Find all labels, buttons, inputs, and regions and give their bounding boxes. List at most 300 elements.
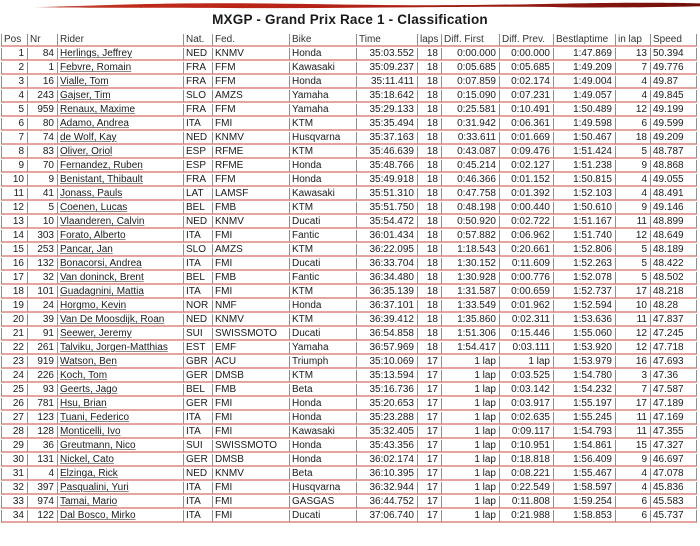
- cell-diff_first: 1:31.587: [442, 286, 500, 299]
- rider-link[interactable]: Vlaanderen, Calvin: [60, 216, 145, 227]
- cell-speed: 49.199: [651, 104, 697, 117]
- cell-bike: Honda: [290, 48, 357, 61]
- cell-nat: ITA: [184, 118, 213, 131]
- cell-in_lap: 9: [616, 202, 651, 215]
- cell-fed: SWISSMOTO: [213, 440, 290, 453]
- cell-bike: Honda: [290, 440, 357, 453]
- cell-rider: [58, 160, 184, 173]
- cell-nr: 132: [28, 258, 58, 271]
- cell-laps: 18: [418, 146, 442, 159]
- cell-diff_first: 1 lap: [442, 384, 500, 397]
- cell-laps: 18: [418, 76, 442, 89]
- cell-diff_prev: 0:22.549: [500, 482, 554, 495]
- cell-speed: 48.787: [651, 146, 697, 159]
- cell-fed: FMI: [213, 482, 290, 495]
- cell-pos: 11: [1, 188, 28, 201]
- cell-diff_first: 1 lap: [442, 454, 500, 467]
- cell-diff_first: 1:30.152: [442, 258, 500, 271]
- cell-speed: 48.422: [651, 258, 697, 271]
- cell-pos: 6: [1, 118, 28, 131]
- table-row: [1, 384, 697, 397]
- cell-nr: 84: [28, 48, 58, 61]
- rider-link[interactable]: Watson, Ben: [60, 356, 117, 367]
- cell-speed: 47.327: [651, 440, 697, 453]
- cell-rider: [58, 468, 184, 481]
- cell-time: 36:44.752: [357, 496, 418, 509]
- cell-laps: 18: [418, 230, 442, 243]
- cell-diff_first: 0:31.942: [442, 118, 500, 131]
- cell-speed: 45.836: [651, 482, 697, 495]
- cell-nr: 397: [28, 482, 58, 495]
- rider-link[interactable]: Van De Moosdijk, Roan: [60, 314, 165, 325]
- cell-diff_first: 1 lap: [442, 398, 500, 411]
- cell-in_lap: 9: [616, 454, 651, 467]
- cell-nat: NED: [184, 132, 213, 145]
- cell-pos: 22: [1, 342, 28, 355]
- cell-diff_first: 1 lap: [442, 482, 500, 495]
- cell-nat: EST: [184, 342, 213, 355]
- cell-diff_first: 1:18.543: [442, 244, 500, 257]
- cell-pos: 21: [1, 328, 28, 341]
- cell-laps: 18: [418, 272, 442, 285]
- cell-diff_prev: 0:02.127: [500, 160, 554, 173]
- cell-nr: 32: [28, 272, 58, 285]
- cell-diff_prev: 0:15.446: [500, 328, 554, 341]
- cell-in_lap: 7: [616, 62, 651, 75]
- cell-nat: BEL: [184, 202, 213, 215]
- cell-in_lap: 4: [616, 174, 651, 187]
- cell-laps: 18: [418, 244, 442, 257]
- cell-bestlaptime: 1:52.078: [554, 272, 616, 285]
- cell-diff_first: 0:47.758: [442, 188, 500, 201]
- cell-pos: 29: [1, 440, 28, 453]
- cell-rider: [58, 314, 184, 327]
- cell-speed: 47.837: [651, 314, 697, 327]
- rider-link[interactable]: Bonacorsi, Andrea: [60, 258, 142, 269]
- column-header-rider: Rider: [58, 34, 184, 47]
- cell-speed: 49.599: [651, 118, 697, 131]
- cell-in_lap: 12: [616, 230, 651, 243]
- table-row: [1, 174, 697, 187]
- rider-link[interactable]: Greutmann, Nico: [60, 440, 136, 451]
- rider-link[interactable]: Tuani, Federico: [60, 412, 130, 423]
- cell-fed: FMI: [213, 510, 290, 523]
- cell-in_lap: 11: [616, 314, 651, 327]
- table-row: [1, 356, 697, 369]
- cell-diff_prev: 0:01.962: [500, 300, 554, 313]
- cell-bike: Honda: [290, 174, 357, 187]
- table-row: [1, 188, 697, 201]
- cell-bestlaptime: 1:53.979: [554, 356, 616, 369]
- cell-speed: 48.649: [651, 230, 697, 243]
- cell-bike: Kawasaki: [290, 426, 357, 439]
- rider-link[interactable]: Pasqualini, Yuri: [60, 482, 129, 493]
- cell-nat: NED: [184, 216, 213, 229]
- cell-fed: FMI: [213, 286, 290, 299]
- cell-time: 36:34.480: [357, 272, 418, 285]
- column-header-fed: Fed.: [213, 34, 290, 47]
- cell-in_lap: 13: [616, 48, 651, 61]
- table-row: [1, 160, 697, 173]
- cell-fed: FMI: [213, 426, 290, 439]
- cell-nr: 261: [28, 342, 58, 355]
- cell-pos: 32: [1, 482, 28, 495]
- cell-nat: SUI: [184, 328, 213, 341]
- cell-time: 35:16.736: [357, 384, 418, 397]
- cell-nat: LAT: [184, 188, 213, 201]
- cell-nat: ITA: [184, 482, 213, 495]
- rider-link[interactable]: Herlings, Jeffrey: [60, 48, 133, 59]
- cell-nr: 919: [28, 356, 58, 369]
- cell-bestlaptime: 1:54.861: [554, 440, 616, 453]
- cell-time: 35:46.639: [357, 146, 418, 159]
- cell-diff_first: 0:50.920: [442, 216, 500, 229]
- rider-link[interactable]: Koch, Tom: [60, 370, 108, 381]
- cell-speed: 49.055: [651, 174, 697, 187]
- cell-speed: 47.718: [651, 342, 697, 355]
- cell-fed: RFME: [213, 146, 290, 159]
- cell-in_lap: 5: [616, 258, 651, 271]
- cell-diff_prev: 0:09.117: [500, 426, 554, 439]
- cell-pos: 23: [1, 356, 28, 369]
- cell-speed: 49.845: [651, 90, 697, 103]
- column-header-diff_prev: Diff. Prev.: [500, 34, 554, 47]
- cell-bestlaptime: 1:51.238: [554, 160, 616, 173]
- banner-stripe-graphic: [0, 0, 700, 11]
- cell-diff_first: 1:51.306: [442, 328, 500, 341]
- cell-rider: [58, 48, 184, 61]
- rider-link[interactable]: Renaux, Maxime: [60, 104, 136, 115]
- cell-nat: SLO: [184, 244, 213, 257]
- cell-diff_first: 0:45.214: [442, 160, 500, 173]
- table-row: [1, 230, 697, 243]
- cell-laps: 18: [418, 104, 442, 117]
- cell-bike: KTM: [290, 370, 357, 383]
- rider-link[interactable]: Gajser, Tim: [60, 90, 111, 101]
- cell-nat: NED: [184, 468, 213, 481]
- cell-bestlaptime: 1:55.060: [554, 328, 616, 341]
- cell-time: 36:01.434: [357, 230, 418, 243]
- cell-in_lap: 11: [616, 412, 651, 425]
- column-header-nr: Nr: [28, 34, 58, 47]
- cell-diff_first: 1 lap: [442, 370, 500, 383]
- cell-bestlaptime: 1:56.409: [554, 454, 616, 467]
- table-row: [1, 342, 697, 355]
- cell-fed: AMZS: [213, 90, 290, 103]
- rider-link[interactable]: Geerts, Jago: [60, 384, 118, 395]
- cell-diff_prev: 0:00.776: [500, 272, 554, 285]
- cell-time: 36:02.174: [357, 454, 418, 467]
- rider-link[interactable]: Febvre, Romain: [60, 62, 132, 73]
- cell-bike: Yamaha: [290, 104, 357, 117]
- cell-pos: 33: [1, 496, 28, 509]
- cell-fed: DMSB: [213, 370, 290, 383]
- cell-rider: [58, 62, 184, 75]
- cell-bike: KTM: [290, 118, 357, 131]
- cell-nr: 303: [28, 230, 58, 243]
- cell-fed: FMB: [213, 384, 290, 397]
- cell-nat: GER: [184, 398, 213, 411]
- cell-bike: Fantic: [290, 272, 357, 285]
- cell-bestlaptime: 1:49.004: [554, 76, 616, 89]
- cell-diff_first: 1 lap: [442, 440, 500, 453]
- banner-stripe-path: [35, 3, 700, 8]
- cell-diff_prev: 0:06.962: [500, 230, 554, 243]
- cell-bike: Husqvarna: [290, 132, 357, 145]
- cell-in_lap: 16: [616, 356, 651, 369]
- rider-link[interactable]: Oliver, Oriol: [60, 146, 113, 157]
- cell-diff_prev: 0:01.669: [500, 132, 554, 145]
- cell-pos: 16: [1, 258, 28, 271]
- cell-diff_first: 0:07.859: [442, 76, 500, 89]
- table-row: [1, 62, 697, 75]
- cell-time: 36:35.139: [357, 286, 418, 299]
- cell-diff_prev: 1 lap: [500, 356, 554, 369]
- cell-time: 35:23.288: [357, 412, 418, 425]
- cell-nat: SUI: [184, 440, 213, 453]
- cell-diff_prev: 0:08.221: [500, 468, 554, 481]
- rider-link[interactable]: Horgmo, Kevin: [60, 300, 127, 311]
- page-title: MXGP - Grand Prix Race 1 - Classification: [212, 12, 488, 27]
- cell-in_lap: 17: [616, 286, 651, 299]
- rider-link[interactable]: Van doninck, Brent: [60, 272, 144, 283]
- cell-bike: Yamaha: [290, 342, 357, 355]
- cell-time: 35:13.594: [357, 370, 418, 383]
- cell-laps: 17: [418, 356, 442, 369]
- column-header-laps: laps: [418, 34, 442, 47]
- cell-laps: 17: [418, 468, 442, 481]
- table-row: [1, 90, 697, 103]
- cell-pos: 12: [1, 202, 28, 215]
- rider-link[interactable]: Guadagnini, Mattia: [60, 286, 144, 297]
- cell-bestlaptime: 1:52.103: [554, 188, 616, 201]
- cell-rider: [58, 230, 184, 243]
- cell-nat: SLO: [184, 90, 213, 103]
- cell-pos: 20: [1, 314, 28, 327]
- cell-bestlaptime: 1:49.598: [554, 118, 616, 131]
- rider-link[interactable]: Benistant, Thibault: [60, 174, 143, 185]
- rider-link[interactable]: Coenen, Lucas: [60, 202, 128, 213]
- table-row: [1, 244, 697, 257]
- cell-pos: 19: [1, 300, 28, 313]
- rider-link[interactable]: Talviku, Jorgen-Matthias: [60, 342, 168, 353]
- cell-time: 35:51.750: [357, 202, 418, 215]
- cell-speed: 45.737: [651, 510, 697, 523]
- cell-diff_first: 0:05.685: [442, 62, 500, 75]
- rider-link[interactable]: Adamo, Andrea: [60, 118, 129, 129]
- cell-fed: FMI: [213, 230, 290, 243]
- cell-rider: [58, 370, 184, 383]
- cell-diff_prev: 0:02.722: [500, 216, 554, 229]
- rider-link[interactable]: Monticelli, Ivo: [60, 426, 121, 437]
- cell-bike: Ducati: [290, 328, 357, 341]
- cell-fed: FMI: [213, 496, 290, 509]
- cell-speed: 48.868: [651, 160, 697, 173]
- cell-in_lap: 18: [616, 132, 651, 145]
- cell-bestlaptime: 1:50.489: [554, 104, 616, 117]
- cell-bike: Yamaha: [290, 90, 357, 103]
- cell-in_lap: 12: [616, 342, 651, 355]
- cell-nr: 781: [28, 398, 58, 411]
- cell-laps: 18: [418, 174, 442, 187]
- column-header-diff_first: Diff. First: [442, 34, 500, 47]
- table-row: [1, 286, 697, 299]
- cell-pos: 14: [1, 230, 28, 243]
- cell-fed: KNMV: [213, 314, 290, 327]
- cell-nat: ITA: [184, 496, 213, 509]
- cell-time: 35:18.642: [357, 90, 418, 103]
- cell-diff_first: 1 lap: [442, 468, 500, 481]
- cell-pos: 24: [1, 370, 28, 383]
- cell-laps: 18: [418, 258, 442, 271]
- cell-in_lap: 4: [616, 188, 651, 201]
- cell-in_lap: 12: [616, 104, 651, 117]
- table-row: [1, 314, 697, 327]
- cell-nr: 959: [28, 104, 58, 117]
- cell-fed: NMF: [213, 300, 290, 313]
- table-row: [1, 202, 697, 215]
- cell-speed: 47.587: [651, 384, 697, 397]
- cell-bestlaptime: 1:51.167: [554, 216, 616, 229]
- cell-bike: Honda: [290, 160, 357, 173]
- cell-in_lap: 6: [616, 118, 651, 131]
- rider-link[interactable]: Nickel, Cato: [60, 454, 114, 465]
- rider-link[interactable]: Hsu, Brian: [60, 398, 107, 409]
- cell-diff_first: 1 lap: [442, 412, 500, 425]
- cell-time: 36:22.095: [357, 244, 418, 257]
- cell-nat: BEL: [184, 272, 213, 285]
- cell-pos: 13: [1, 216, 28, 229]
- cell-pos: 5: [1, 104, 28, 117]
- cell-diff_prev: 0:00.440: [500, 202, 554, 215]
- cell-in_lap: 5: [616, 244, 651, 257]
- column-header-bike: Bike: [290, 34, 357, 47]
- rider-link[interactable]: Pancar, Jan: [60, 244, 113, 255]
- cell-time: 35:09.237: [357, 62, 418, 75]
- cell-fed: KNMV: [213, 216, 290, 229]
- cell-speed: 47.169: [651, 412, 697, 425]
- cell-time: 35:54.472: [357, 216, 418, 229]
- cell-bike: KTM: [290, 244, 357, 257]
- cell-diff_prev: 0:03.917: [500, 398, 554, 411]
- cell-nat: ITA: [184, 510, 213, 523]
- cell-time: 35:32.405: [357, 426, 418, 439]
- cell-bike: KTM: [290, 286, 357, 299]
- cell-nr: 5: [28, 202, 58, 215]
- cell-time: 35:51.310: [357, 188, 418, 201]
- cell-diff_prev: 0:02.174: [500, 76, 554, 89]
- cell-nat: ESP: [184, 146, 213, 159]
- cell-fed: AMZS: [213, 244, 290, 257]
- rider-link[interactable]: Dal Bosco, Mirko: [60, 510, 136, 521]
- cell-bike: KTM: [290, 202, 357, 215]
- cell-speed: 47.693: [651, 356, 697, 369]
- cell-nr: 226: [28, 370, 58, 383]
- cell-diff_first: 1 lap: [442, 356, 500, 369]
- rider-link[interactable]: Elzinga, Rick: [60, 468, 118, 479]
- cell-bestlaptime: 1:51.740: [554, 230, 616, 243]
- cell-speed: 47.189: [651, 398, 697, 411]
- cell-bestlaptime: 1:49.057: [554, 90, 616, 103]
- cell-nat: ITA: [184, 230, 213, 243]
- column-header-speed: Speed: [651, 34, 697, 47]
- table-row: [1, 468, 697, 481]
- cell-laps: 17: [418, 398, 442, 411]
- table-row: [1, 454, 697, 467]
- cell-time: 36:32.944: [357, 482, 418, 495]
- cell-nr: 41: [28, 188, 58, 201]
- cell-rider: [58, 258, 184, 271]
- rider-link[interactable]: Vialle, Tom: [60, 76, 109, 87]
- cell-rider: [58, 272, 184, 285]
- cell-in_lap: 4: [616, 76, 651, 89]
- cell-speed: 49.776: [651, 62, 697, 75]
- table-row: [1, 510, 697, 523]
- cell-rider: [58, 146, 184, 159]
- rider-link[interactable]: Jonass, Pauls: [60, 188, 123, 199]
- cell-rider: [58, 104, 184, 117]
- cell-diff_first: 0:46.366: [442, 174, 500, 187]
- cell-rider: [58, 188, 184, 201]
- cell-diff_prev: 0:10.491: [500, 104, 554, 117]
- column-header-in_lap: in lap: [616, 34, 651, 47]
- cell-diff_prev: 0:09.476: [500, 146, 554, 159]
- cell-diff_first: 1:30.928: [442, 272, 500, 285]
- cell-diff_prev: 0:06.361: [500, 118, 554, 131]
- rider-link[interactable]: de Wolf, Kay: [60, 132, 117, 143]
- cell-pos: 34: [1, 510, 28, 523]
- cell-laps: 18: [418, 188, 442, 201]
- cell-speed: 47.36: [651, 370, 697, 383]
- cell-bike: Beta: [290, 384, 357, 397]
- cell-nr: 91: [28, 328, 58, 341]
- cell-bestlaptime: 1:50.815: [554, 174, 616, 187]
- cell-bike: Honda: [290, 76, 357, 89]
- cell-laps: 18: [418, 62, 442, 75]
- cell-nr: 122: [28, 510, 58, 523]
- cell-nat: FRA: [184, 76, 213, 89]
- cell-pos: 27: [1, 412, 28, 425]
- rider-link[interactable]: Fernandez, Ruben: [60, 160, 143, 171]
- cell-nr: 253: [28, 244, 58, 257]
- table-row: [1, 146, 697, 159]
- rider-link[interactable]: Forato, Alberto: [60, 230, 126, 241]
- cell-time: 35:35.494: [357, 118, 418, 131]
- rider-link[interactable]: Seewer, Jeremy: [60, 328, 132, 339]
- cell-diff_prev: 0:01.392: [500, 188, 554, 201]
- rider-link[interactable]: Tamai, Mario: [60, 496, 118, 507]
- cell-speed: 48.502: [651, 272, 697, 285]
- cell-pos: 1: [1, 48, 28, 61]
- table-row: [1, 272, 697, 285]
- cell-diff_first: 0:57.882: [442, 230, 500, 243]
- cell-bestlaptime: 1:58.853: [554, 510, 616, 523]
- cell-fed: FMI: [213, 118, 290, 131]
- cell-pos: 10: [1, 174, 28, 187]
- cell-in_lap: 3: [616, 370, 651, 383]
- cell-nr: 128: [28, 426, 58, 439]
- cell-laps: 18: [418, 160, 442, 173]
- cell-laps: 17: [418, 454, 442, 467]
- cell-nat: GER: [184, 370, 213, 383]
- cell-nr: 83: [28, 146, 58, 159]
- cell-speed: 47.078: [651, 468, 697, 481]
- cell-bestlaptime: 1:49.209: [554, 62, 616, 75]
- cell-nat: ITA: [184, 286, 213, 299]
- cell-diff_first: 0:48.198: [442, 202, 500, 215]
- cell-laps: 18: [418, 342, 442, 355]
- table-row: [1, 328, 697, 341]
